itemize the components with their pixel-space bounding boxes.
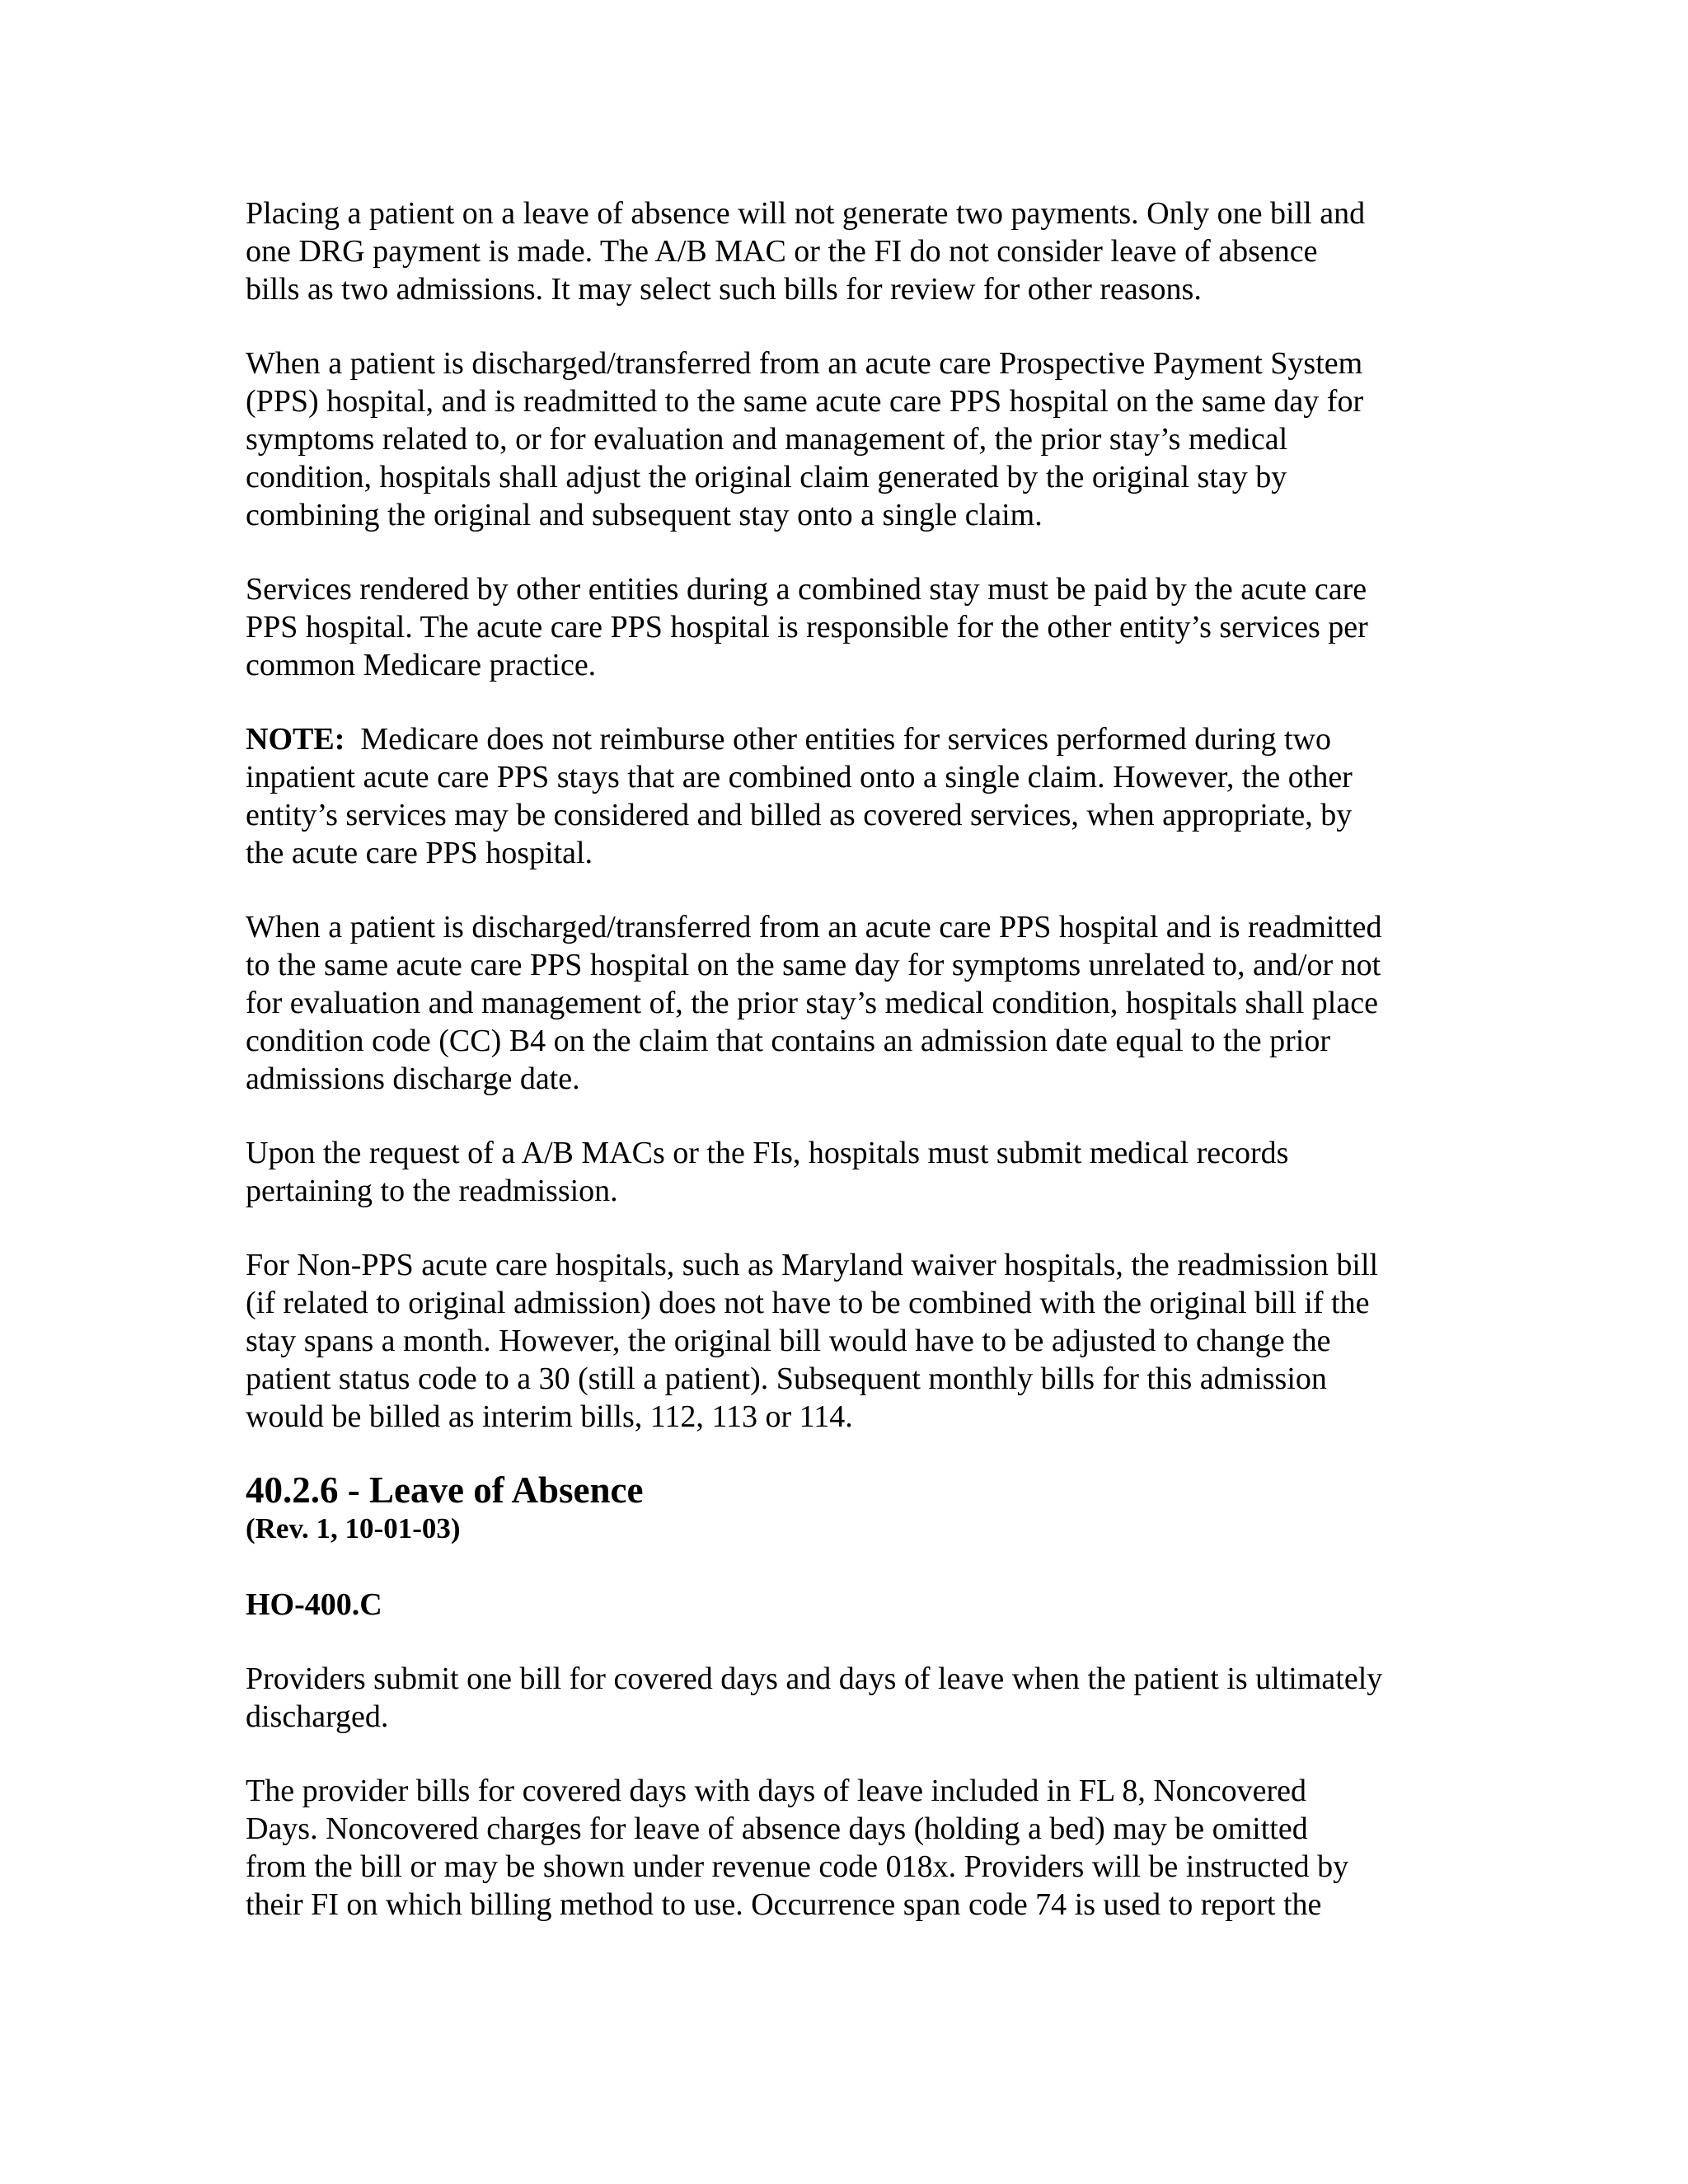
text-line: For Non-PPS acute care hospitals, such as Maryland waiver hospitals, the readmission bill bbox=[246, 1248, 1379, 1282]
paragraph-one-bill bbox=[246, 1660, 1465, 1736]
text-line: When a patient is discharged/transferred from an acute care Prospective Payment System bbox=[246, 346, 1363, 381]
paragraph-same-day-readmission bbox=[246, 344, 1465, 534]
text-line: inpatient acute care PPS stays that are combined onto a single claim. However, the other bbox=[246, 760, 1353, 794]
text-line: would be billed as interim bills, 112, 113 or 114. bbox=[246, 1399, 853, 1434]
note-paragraph bbox=[246, 720, 1465, 872]
text-line: bills as two admissions. It may select such bills for review for other reasons. bbox=[246, 272, 1202, 307]
page-content bbox=[246, 194, 1465, 1924]
text-line: admissions discharge date. bbox=[246, 1062, 580, 1096]
paragraph-unrelated-readmission bbox=[246, 908, 1465, 1098]
revision-note: (Rev. 1, 10-01-03) bbox=[246, 1512, 461, 1544]
text-line: The provider bills for covered days with days of leave included in FL 8, Noncovered bbox=[246, 1774, 1307, 1808]
text-line: (PPS) hospital, and is readmitted to the same acute care PPS hospital on the same day for bbox=[246, 384, 1364, 419]
text-line: patient status code to a 30 (still a patient). Subsequent monthly bills for this admission bbox=[246, 1361, 1327, 1396]
text-line: pertaining to the readmission. bbox=[246, 1174, 618, 1208]
text-line: their FI on which billing method to use. Occurrence span code 74 is used to report the bbox=[246, 1887, 1322, 1922]
note-label: NOTE: bbox=[246, 722, 345, 757]
text-line: stay spans a month. However, the original bill would have to be adjusted to change the bbox=[246, 1324, 1331, 1358]
text-line: combining the original and subsequent stay onto a single claim. bbox=[246, 498, 1043, 532]
paragraph-other-entities bbox=[246, 570, 1465, 684]
text-line: Providers submit one bill for covered days and days of leave when the patient is ultimately bbox=[246, 1661, 1383, 1696]
note-first-line bbox=[246, 720, 1465, 758]
paragraph-leave-payment bbox=[246, 194, 1465, 308]
text-line: Days. Noncovered charges for leave of absence days (holding a bed) may be omitted bbox=[246, 1811, 1308, 1846]
text-line: condition code (CC) B4 on the claim that contains an admission date equal to the prior bbox=[246, 1024, 1330, 1058]
note-first-line-text: Medicare does not reimburse other entities for services performed during two bbox=[345, 722, 1331, 757]
paragraph-non-pps bbox=[246, 1246, 1465, 1436]
text-line: discharged. bbox=[246, 1699, 389, 1734]
paragraph-covered-days bbox=[246, 1772, 1465, 1924]
text-line: entity’s services may be considered and billed as covered services, when appropriate, by bbox=[246, 798, 1353, 832]
text-line: Upon the request of a A/B MACs or the FIs, hospitals must submit medical records bbox=[246, 1136, 1289, 1170]
text-line: symptoms related to, or for evaluation and management of, the prior stay’s medical bbox=[246, 422, 1288, 457]
text-line: to the same acute care PPS hospital on the same day for symptoms unrelated to, and/or not bbox=[246, 948, 1381, 982]
section-subheading: HO-400.C bbox=[246, 1587, 382, 1622]
text-line: condition, hospitals shall adjust the original claim generated by the original stay by bbox=[246, 460, 1287, 494]
section-heading: 40.2.6 - Leave of Absence bbox=[246, 1469, 644, 1511]
text-line: common Medicare practice. bbox=[246, 648, 597, 682]
text-line: When a patient is discharged/transferred from an acute care PPS hospital and is readmitted bbox=[246, 910, 1382, 944]
text-line: Placing a patient on a leave of absence will not generate two payments. Only one bill and bbox=[246, 196, 1366, 231]
text-line: PPS hospital. The acute care PPS hospital is responsible for the other entity’s services per bbox=[246, 610, 1368, 644]
paragraph-medical-records bbox=[246, 1134, 1465, 1210]
text-line: the acute care PPS hospital. bbox=[246, 836, 593, 870]
text-line: one DRG payment is made. The A/B MAC or the FI do not consider leave of absence bbox=[246, 234, 1318, 269]
text-line: (if related to original admission) does not have to be combined with the original bill if the bbox=[246, 1286, 1370, 1320]
text-line: Services rendered by other entities during a combined stay must be paid by the acute care bbox=[246, 572, 1367, 607]
text-line: for evaluation and management of, the prior stay’s medical condition, hospitals shall place bbox=[246, 986, 1378, 1020]
text-line: from the bill or may be shown under revenue code 018x. Providers will be instructed by bbox=[246, 1849, 1349, 1884]
